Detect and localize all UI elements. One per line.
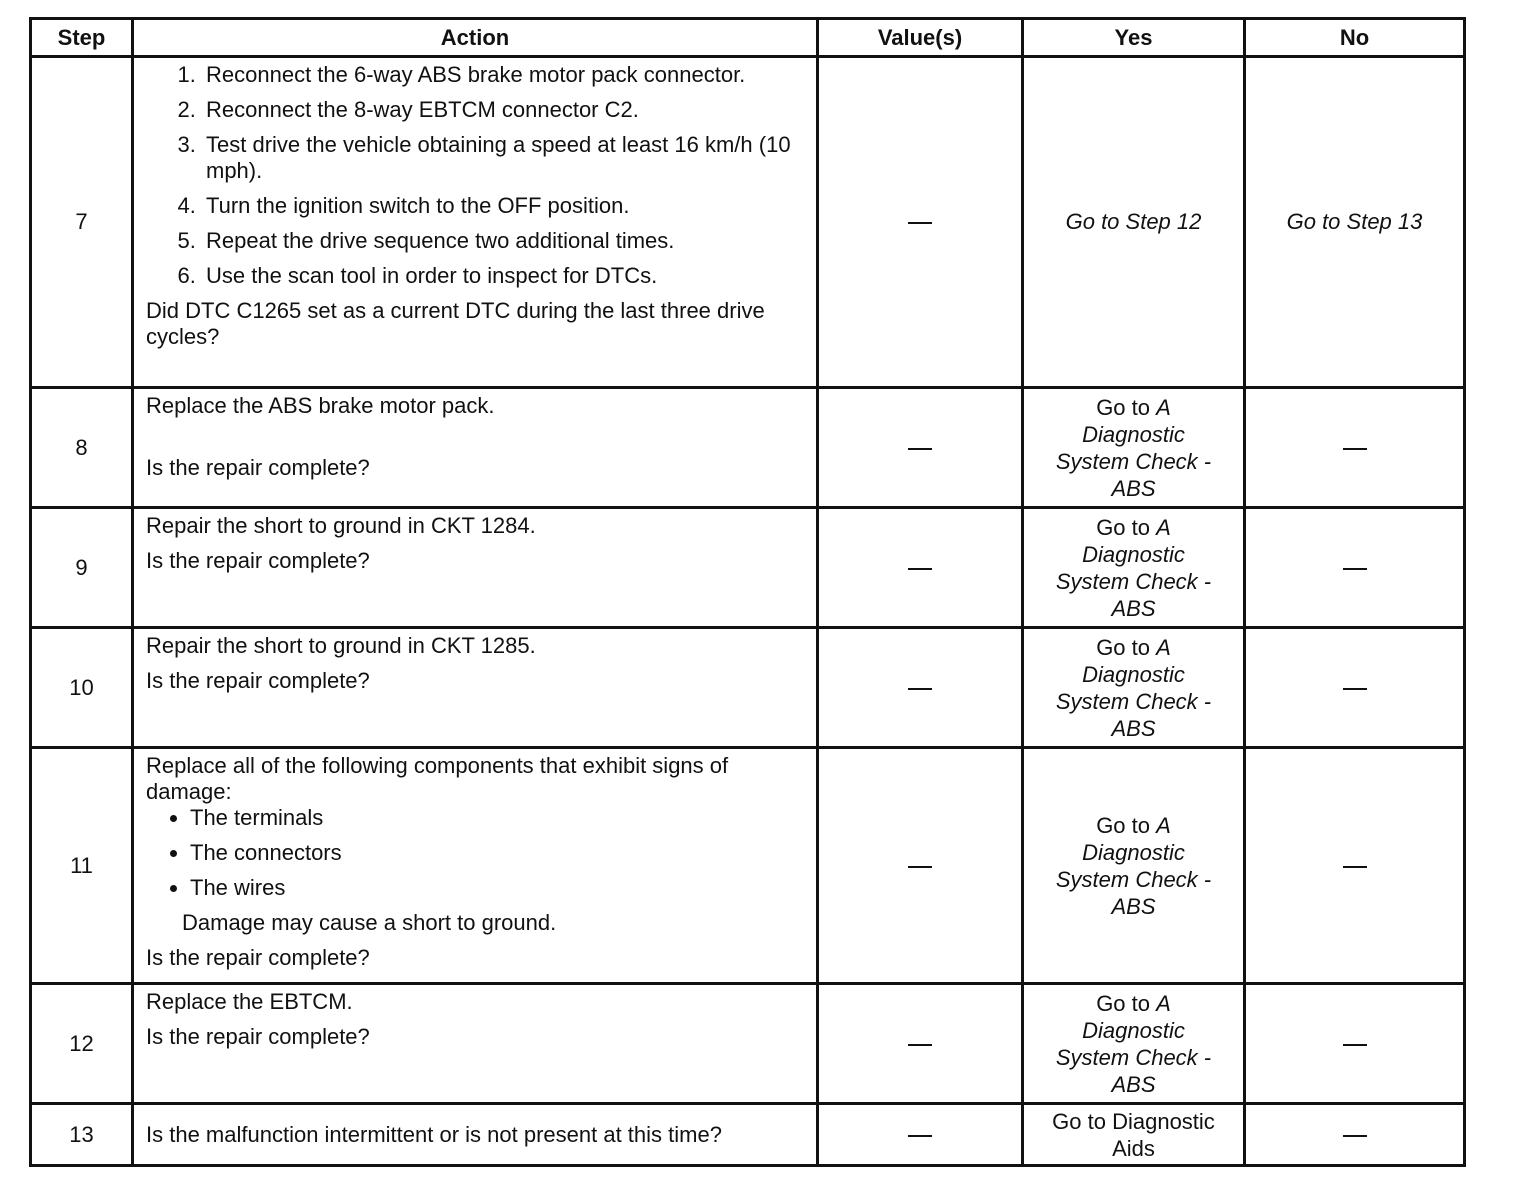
action-step: 1. Reconnect the 6-way ABS brake motor pack connector.	[202, 62, 806, 88]
step-number: 9	[31, 508, 133, 628]
no-cell	[1245, 388, 1465, 508]
dash-mark	[908, 688, 932, 690]
yes-link[interactable]: Go to Diagnostic Aids	[1052, 1108, 1215, 1161]
action-text: Repair the short to ground in CKT 1285.	[146, 633, 536, 658]
header-yes: Yes	[1023, 19, 1245, 57]
action-cell	[133, 748, 818, 984]
yes-prefix: Go to	[1096, 812, 1150, 838]
yes-link[interactable]: A Diagnostic System Check - ABS	[1055, 514, 1212, 621]
table-row	[31, 984, 1465, 1104]
action-cell	[133, 984, 818, 1104]
value-cell	[818, 508, 1023, 628]
action-step: 6. Use the scan tool in order to inspect for DTCs.	[202, 263, 806, 289]
list-item: • The terminals	[190, 805, 806, 831]
action-steps-list	[146, 62, 806, 289]
yes-cell	[1023, 508, 1245, 628]
action-question: Is the repair complete?	[146, 945, 370, 970]
table-row	[31, 388, 1465, 508]
dash-mark	[1343, 448, 1367, 450]
no-cell	[1245, 628, 1465, 748]
yes-link[interactable]: A Diagnostic System Check - ABS	[1055, 634, 1212, 741]
action-text: Repair the short to ground in CKT 1284.	[146, 513, 536, 538]
action-step: 4. Turn the ignition switch to the OFF position.	[202, 193, 806, 219]
action-step: 3. Test drive the vehicle obtaining a speed at least 16 km/h (10 mph).	[202, 132, 806, 184]
no-cell	[1245, 1104, 1465, 1166]
action-cell	[133, 388, 818, 508]
no-cell	[1245, 57, 1465, 388]
dash-mark	[1343, 688, 1367, 690]
action-step: 5. Repeat the drive sequence two additional times.	[202, 228, 806, 254]
table-row	[31, 1104, 1465, 1166]
value-cell	[818, 984, 1023, 1104]
yes-cell	[1023, 628, 1245, 748]
component-list	[146, 805, 806, 901]
dash-mark	[908, 1044, 932, 1046]
yes-link[interactable]: A Diagnostic System Check - ABS	[1055, 394, 1212, 501]
list-item: • The wires	[190, 875, 806, 901]
list-item: • The connectors	[190, 840, 806, 866]
dash-mark	[1343, 568, 1367, 570]
yes-prefix: Go to	[1096, 514, 1150, 540]
action-cell	[133, 628, 818, 748]
table-row	[31, 748, 1465, 984]
yes-cell	[1023, 1104, 1245, 1166]
dash-mark	[908, 448, 932, 450]
no-cell	[1245, 508, 1465, 628]
no-cell	[1245, 748, 1465, 984]
action-step: 2. Reconnect the 8-way EBTCM connector C2.	[202, 97, 806, 123]
action-question: Did DTC C1265 set as a current DTC during the last three drive cycles?	[146, 298, 765, 349]
table-row	[31, 57, 1465, 388]
step-number: 8	[31, 388, 133, 508]
yes-cell	[1023, 57, 1245, 388]
dash-mark	[908, 222, 932, 224]
step-number: 13	[31, 1104, 133, 1166]
action-note: Damage may cause a short to ground.	[182, 910, 557, 935]
step-number: 10	[31, 628, 133, 748]
value-cell	[818, 388, 1023, 508]
dash-mark	[1343, 1044, 1367, 1046]
header-row	[31, 19, 1465, 57]
no-link[interactable]: Go to Step 13	[1286, 209, 1423, 234]
action-text: Replace the EBTCM.	[146, 989, 353, 1014]
table-row	[31, 628, 1465, 748]
header-action: Action	[133, 19, 818, 57]
dash-mark	[1343, 1135, 1367, 1137]
action-cell	[133, 508, 818, 628]
header-values: Value(s)	[818, 19, 1023, 57]
dash-mark	[908, 866, 932, 868]
yes-prefix: Go to	[1096, 634, 1150, 660]
dash-mark	[908, 1135, 932, 1137]
value-cell	[818, 1104, 1023, 1166]
action-question: Is the repair complete?	[146, 1024, 370, 1049]
action-cell	[133, 1104, 818, 1166]
yes-prefix: Go to	[1096, 394, 1150, 420]
action-text: Replace all of the following components that exhibit signs of damage:	[146, 753, 729, 804]
header-no: No	[1245, 19, 1465, 57]
value-cell	[818, 628, 1023, 748]
value-cell	[818, 57, 1023, 388]
action-question: Is the repair complete?	[146, 548, 370, 573]
yes-cell	[1023, 984, 1245, 1104]
action-text: Replace the ABS brake motor pack.	[146, 393, 495, 418]
yes-cell	[1023, 748, 1245, 984]
yes-link[interactable]: Go to Step 12	[1065, 209, 1202, 234]
yes-link[interactable]: A Diagnostic System Check - ABS	[1055, 812, 1212, 919]
step-number: 7	[31, 57, 133, 388]
header-step: Step	[31, 19, 133, 57]
step-number: 11	[31, 748, 133, 984]
dash-mark	[1343, 866, 1367, 868]
action-cell	[133, 57, 818, 388]
table-row	[31, 508, 1465, 628]
value-cell	[818, 748, 1023, 984]
step-number: 12	[31, 984, 133, 1104]
action-question: Is the repair complete?	[146, 455, 370, 480]
dash-mark	[908, 568, 932, 570]
action-question: Is the malfunction intermittent or is not present at this time?	[146, 1121, 722, 1147]
yes-prefix: Go to	[1096, 990, 1150, 1016]
yes-link[interactable]: A Diagnostic System Check - ABS	[1055, 990, 1212, 1097]
diagnostic-table	[29, 17, 1466, 1167]
yes-cell	[1023, 388, 1245, 508]
no-cell	[1245, 984, 1465, 1104]
action-question: Is the repair complete?	[146, 668, 370, 693]
